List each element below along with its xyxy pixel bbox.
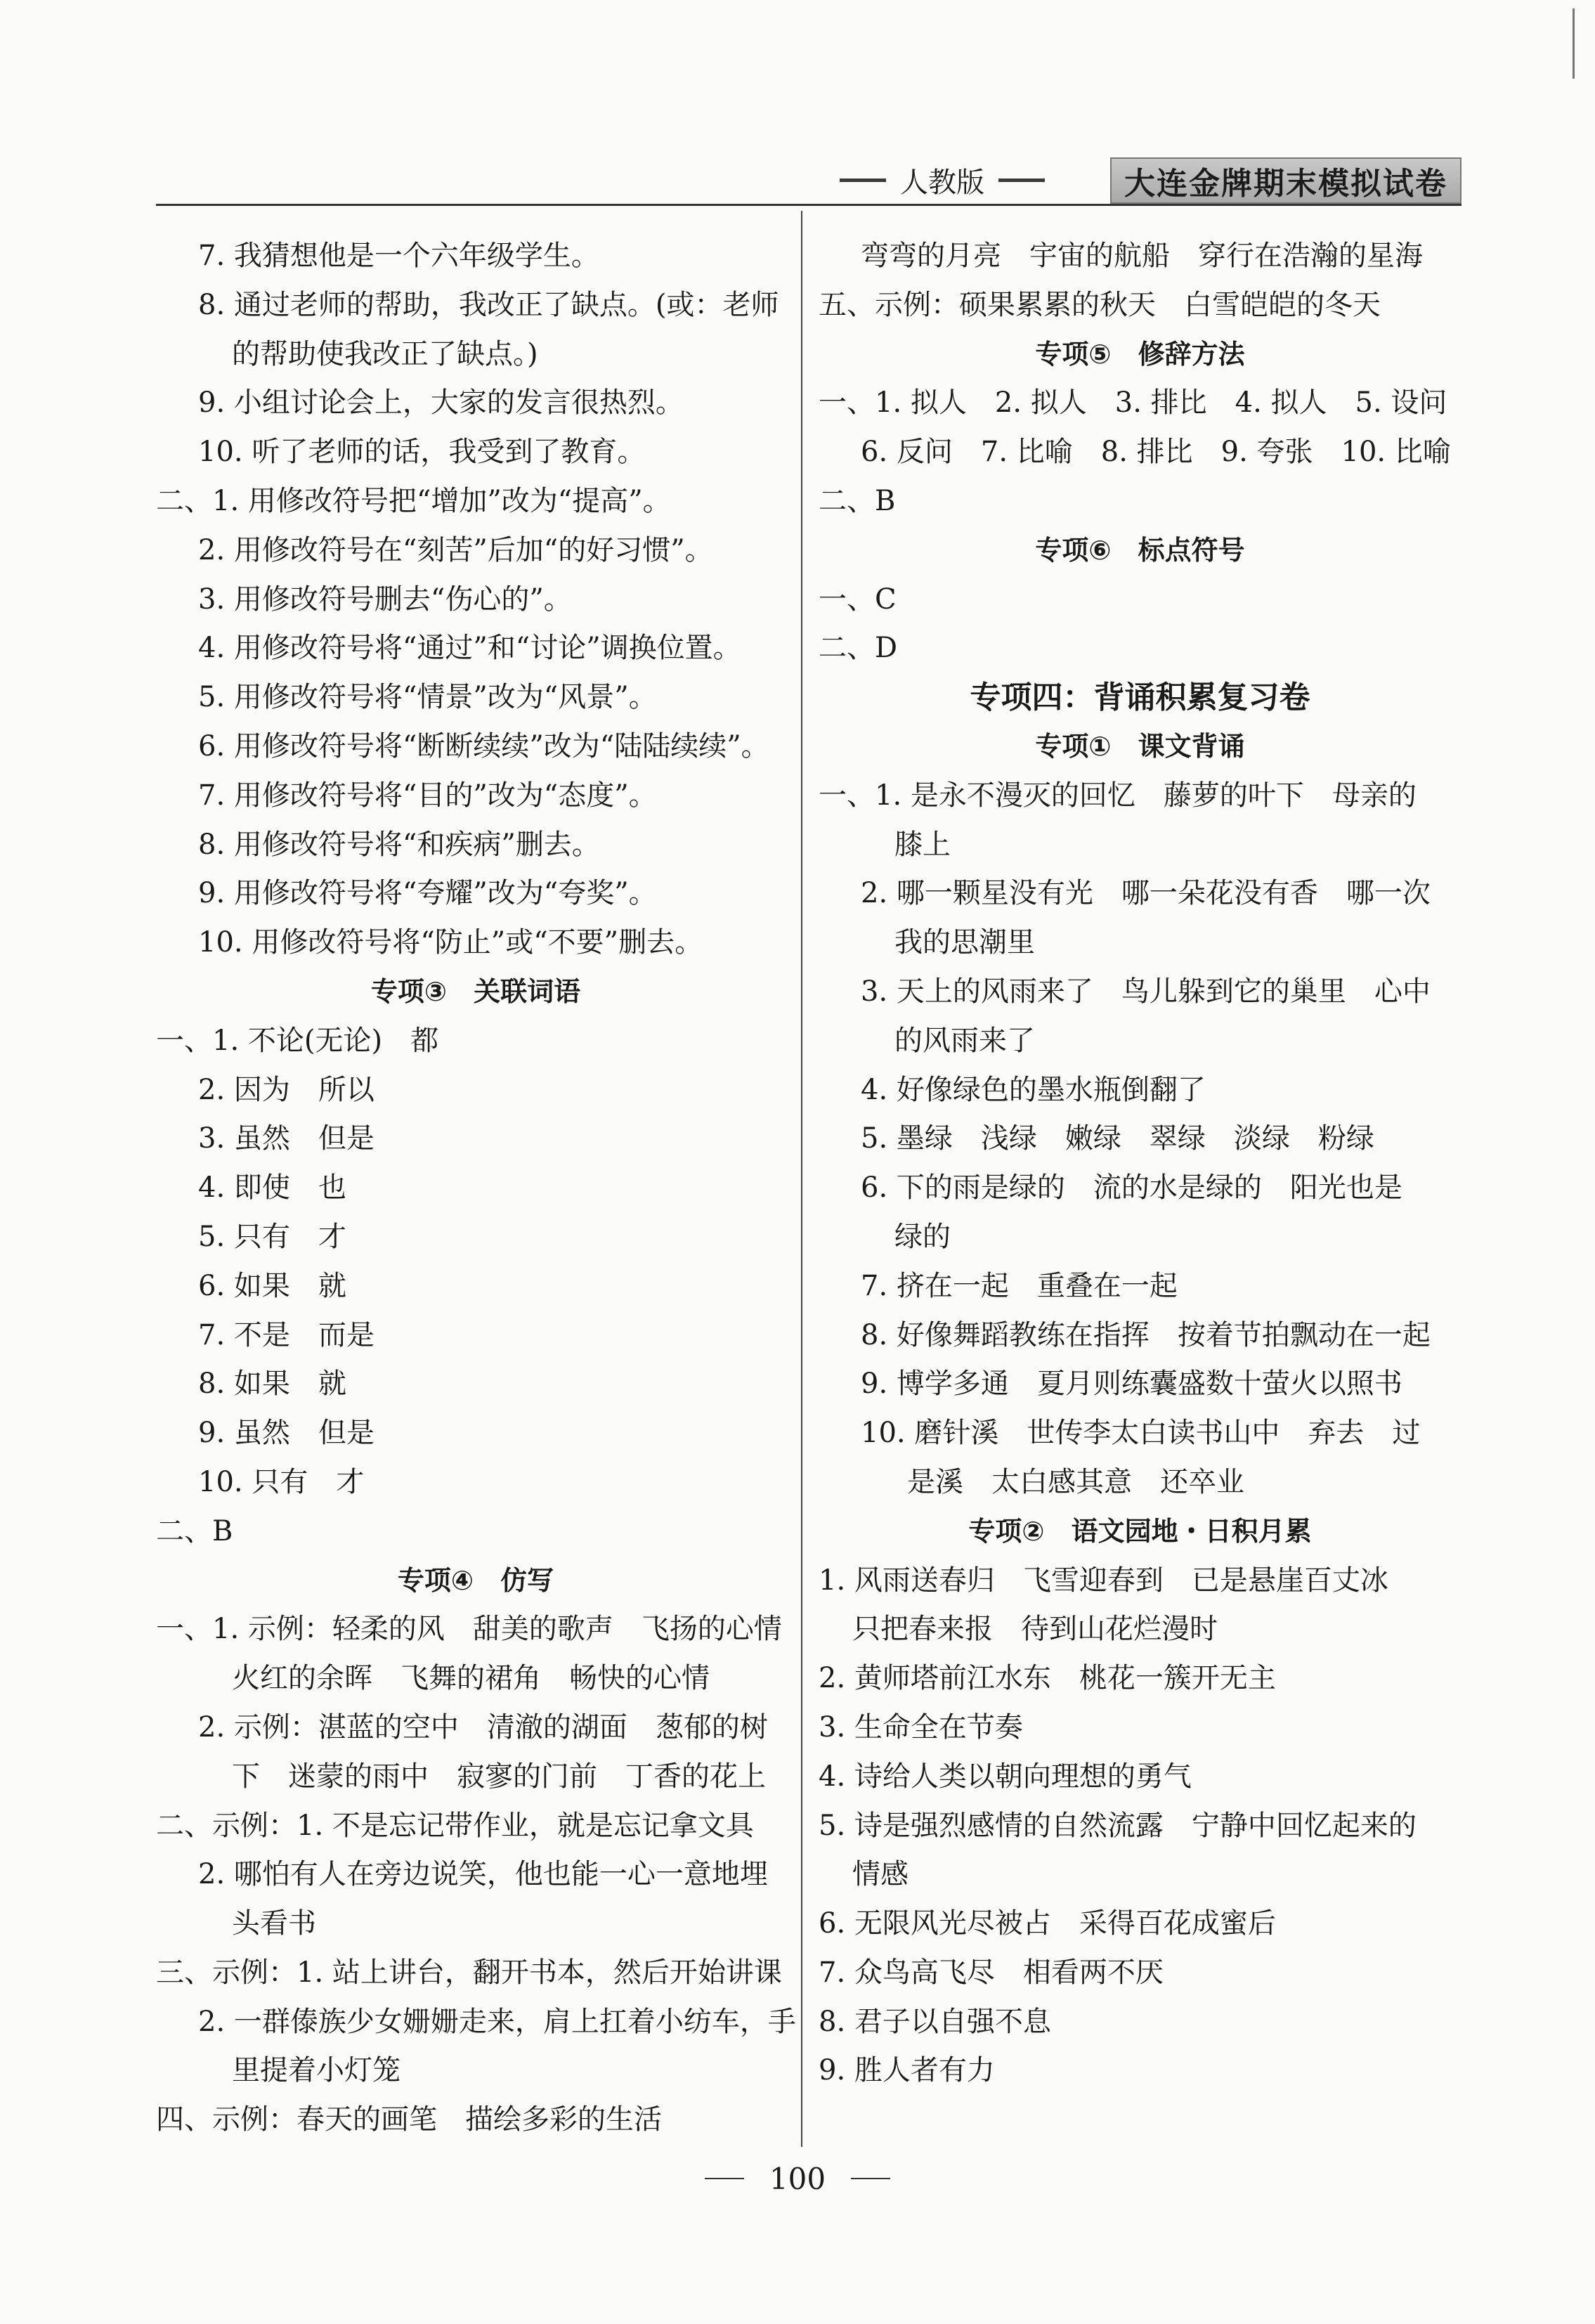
section-heading: 专项③ 关联词语 (370, 975, 581, 1007)
answer-line: 1. 风雨送春归 飞雪迎春到 已是悬崖百丈冰 (819, 1564, 1388, 1597)
answer-line: 9. 用修改符号将“夸耀”改为“夸奖”。 (198, 877, 657, 910)
answer-line: 一、1. 是永不漫灭的回忆 藤萝的叶下 母亲的 (819, 779, 1417, 812)
answer-line: 里提着小灯笼 (232, 2054, 401, 2087)
answer-line: 10. 用修改符号将“防止”或“不要”删去。 (198, 926, 703, 959)
left-column (156, 232, 795, 2145)
edition-text: 人教版 (900, 166, 984, 199)
answer-line: 8. 好像舞蹈教练在指挥 按着节拍飘动在一起 (861, 1318, 1431, 1351)
answer-line: 3. 用修改符号删去“伤心的”。 (198, 583, 572, 616)
answer-line: 5. 只有 才 (198, 1220, 346, 1253)
brand-title: 大连金牌期末模拟试卷 (1124, 166, 1447, 202)
answer-line: 2. 一群傣族少女姗姗走来，肩上扛着小纺车，手 (198, 2005, 796, 2038)
page-footer (0, 2150, 1595, 2207)
section-heading: 专项⑥ 标点符号 (1035, 534, 1245, 566)
footer-dash-left (705, 2178, 744, 2179)
answer-line: 7. 众鸟高飞尽 相看两不厌 (819, 1956, 1164, 1989)
answer-line: 7. 用修改符号将“目的”改为“态度”。 (198, 779, 657, 812)
answer-line: 一、C (819, 583, 897, 616)
answer-line: 二、1. 用修改符号把“增加”改为“提高”。 (156, 484, 671, 517)
answer-line: 5. 诗是强烈感情的自然流露 宁静中回忆起来的 (819, 1809, 1417, 1842)
answer-line: 9. 胜人者有力 (819, 2054, 995, 2087)
answer-line: 7. 挤在一起 重叠在一起 (861, 1269, 1178, 1302)
answer-line: 6. 如果 就 (198, 1269, 346, 1302)
answer-line: 我的思潮里 (894, 926, 1035, 959)
answer-line: 4. 即使 也 (198, 1171, 346, 1205)
answer-line: 9. 小组讨论会上，大家的发言很热烈。 (198, 387, 684, 420)
answer-line: 10. 听了老师的话，我受到了教育。 (198, 436, 646, 469)
answer-line: 3. 虽然 但是 (198, 1122, 375, 1155)
answer-line: 6. 反问 7. 比喻 8. 排比 9. 夸张 10. 比喻 (861, 436, 1451, 469)
answer-line: 是溪 太白感其意 还卒业 (907, 1465, 1244, 1498)
corner-mark (1573, 8, 1575, 79)
answer-line: 二、B (156, 1514, 233, 1547)
answer-line: 膝上 (894, 828, 951, 861)
answer-line: 二、D (819, 632, 898, 665)
answer-line: 2. 黄师塔前江水东 桃花一簇开无主 (819, 1662, 1276, 1695)
answer-line: 的帮助使我改正了缺点。) (232, 337, 538, 370)
answer-line: 头看书 (232, 1907, 316, 1940)
answer-line: 情感 (852, 1858, 909, 1891)
footer-dash-right (851, 2178, 890, 2179)
section-heading: 专项② 语文园地・日积月累 (968, 1515, 1312, 1547)
answer-line: 绿的 (894, 1220, 951, 1253)
answer-line: 10. 磨针溪 世传李太白读书山中 弃去 过 (861, 1417, 1421, 1450)
answer-line: 三、示例：1. 站上讲台，翻开书本，然后开始讲课 (156, 1956, 782, 1989)
edition-dash-left (840, 178, 886, 182)
answer-line: 四、示例：春天的画笔 描绘多彩的生活 (156, 2103, 662, 2136)
answer-line: 火红的余晖 飞舞的裙角 畅快的心情 (232, 1662, 710, 1695)
answer-line: 9. 博学多通 夏月则练囊盛数十萤火以照书 (861, 1368, 1402, 1401)
answer-line: 10. 只有 才 (198, 1465, 365, 1498)
section-heading: 专项④ 仿写 (397, 1564, 554, 1596)
answer-line: 8. 通过老师的帮助，我改正了缺点。(或：老师 (198, 288, 779, 321)
answer-line: 4. 用修改符号将“通过”和“讨论”调换位置。 (198, 632, 741, 665)
answer-line: 2. 用修改符号在“刻苦”后加“的好习惯”。 (198, 533, 713, 566)
edition-label (826, 159, 1059, 201)
answer-line: 二、B (819, 484, 896, 517)
answer-line: 6. 无限风光尽被占 采得百花成蜜后 (819, 1907, 1276, 1940)
answer-line: 8. 用修改符号将“和疾病”删去。 (198, 828, 600, 861)
answer-line: 3. 生命全在节奏 (819, 1710, 1023, 1744)
answer-line: 7. 不是 而是 (198, 1318, 375, 1351)
answer-line: 4. 好像绿色的墨水瓶倒翻了 (861, 1073, 1206, 1106)
answer-line: 一、1. 示例：轻柔的风 甜美的歌声 飞扬的心情 (156, 1613, 782, 1646)
answer-line: 2. 哪一颗星没有光 哪一朵花没有香 哪一次 (861, 877, 1431, 910)
answer-line: 一、1. 拟人 2. 拟人 3. 排比 4. 拟人 5. 设问 (819, 387, 1447, 420)
answer-line: 弯弯的月亮 宇宙的航船 穿行在浩瀚的星海 (861, 240, 1423, 272)
section-heading: 专项⑤ 修辞方法 (1035, 338, 1245, 370)
answer-line: 一、1. 不论(无论) 都 (156, 1024, 439, 1057)
answer-line: 只把春来报 待到山花烂漫时 (852, 1613, 1218, 1646)
brand-title-box (1110, 157, 1461, 204)
answer-line: 五、示例：硕果累累的秋天 白雪皑皑的冬天 (819, 288, 1381, 321)
answer-line: 7. 我猜想他是一个六年级学生。 (198, 240, 599, 272)
answer-line: 6. 用修改符号将“断断续续”改为“陆陆续续”。 (198, 729, 769, 762)
header-rule (156, 204, 1461, 206)
page-header (0, 0, 1595, 211)
answer-line: 二、示例：1. 不是忘记带作业，就是忘记拿文具 (156, 1809, 754, 1842)
answer-line: 5. 墨绿 浅绿 嫩绿 翠绿 淡绿 粉绿 (861, 1122, 1374, 1155)
answer-line: 2. 哪怕有人在旁边说笑，他也能一心一意地埋 (198, 1858, 768, 1891)
right-column (819, 232, 1461, 2096)
page-number: 100 (769, 2161, 826, 2196)
answer-line: 8. 如果 就 (198, 1368, 346, 1401)
answer-line: 4. 诗给人类以朝向理想的勇气 (819, 1760, 1192, 1793)
answer-line: 5. 用修改符号将“情景”改为“风景”。 (198, 681, 657, 714)
chapter-title: 专项四：背诵积累复习卷 (970, 680, 1310, 716)
answer-line: 6. 下的雨是绿的 流的水是绿的 阳光也是 (861, 1171, 1402, 1205)
edition-dash-right (998, 178, 1045, 182)
answer-line: 下 迷蒙的雨中 寂寥的门前 丁香的花上 (232, 1760, 766, 1793)
section-heading: 专项① 课文背诵 (1035, 730, 1245, 762)
answer-line: 8. 君子以自强不息 (819, 2005, 1051, 2038)
answer-line: 9. 虽然 但是 (198, 1417, 375, 1450)
answer-line: 2. 示例：湛蓝的空中 清澈的湖面 葱郁的树 (198, 1710, 768, 1744)
column-divider (801, 211, 802, 2147)
answer-line: 的风雨来了 (894, 1024, 1035, 1057)
answer-line: 2. 因为 所以 (198, 1073, 375, 1106)
answer-line: 3. 天上的风雨来了 鸟儿躲到它的巢里 心中 (861, 975, 1431, 1008)
